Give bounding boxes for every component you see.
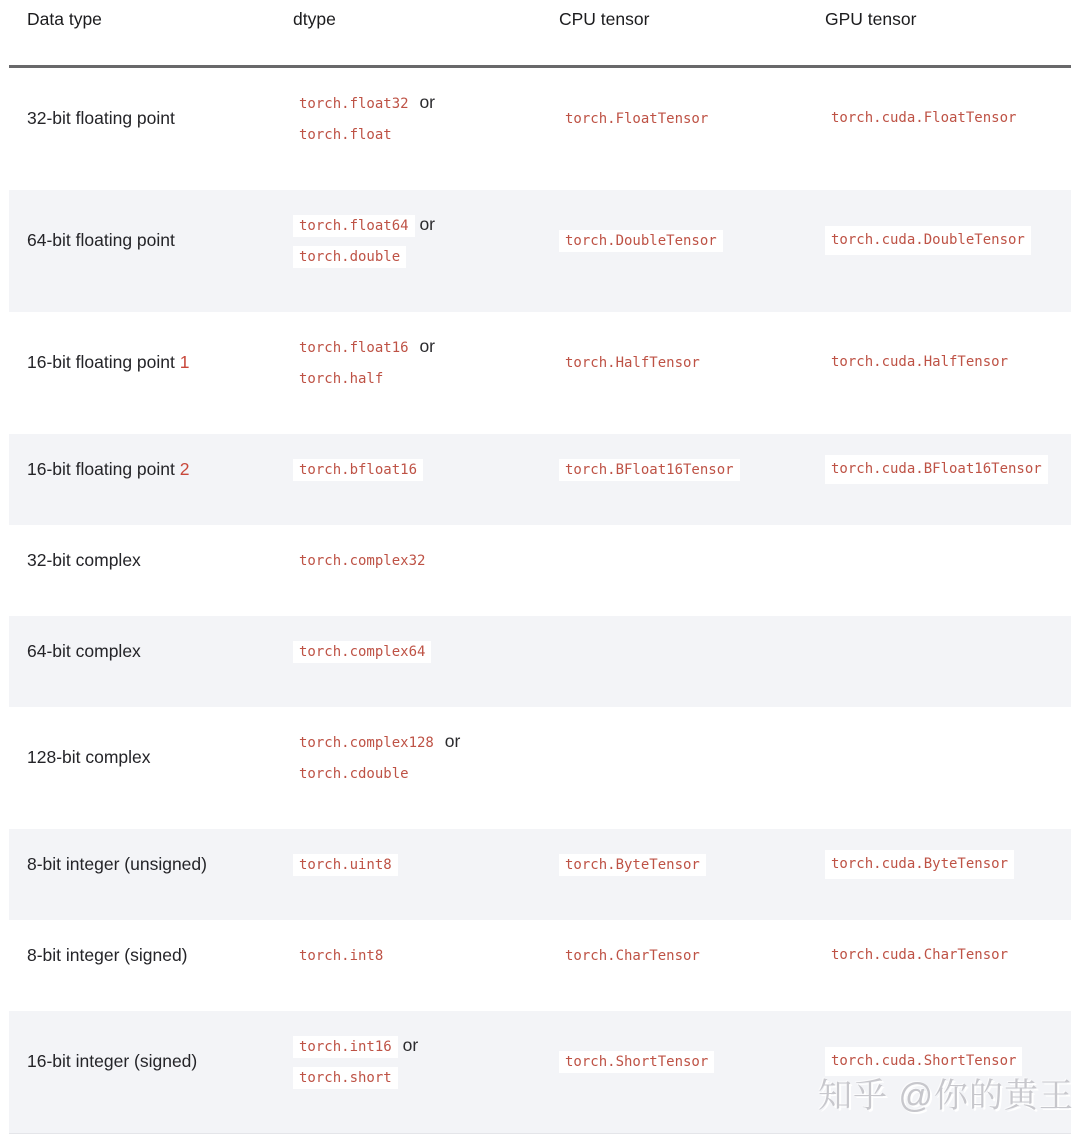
dtype-line xyxy=(293,119,525,150)
cell-dtype xyxy=(275,434,541,525)
code-badge: torch.bfloat16 xyxy=(293,459,423,481)
cell-data-type xyxy=(9,434,275,525)
table-row xyxy=(9,525,1071,616)
code-badge: torch.half xyxy=(293,368,389,390)
table-row xyxy=(9,434,1071,525)
cell-gpu-tensor xyxy=(807,829,1071,920)
cell-dtype xyxy=(275,525,541,616)
cell-data-type xyxy=(9,920,275,1011)
dtype-line xyxy=(293,88,525,119)
dtype-line xyxy=(293,210,525,241)
code-badge: torch.complex128 xyxy=(293,732,440,754)
table-row xyxy=(9,190,1071,312)
data-type-label: 16-bit floating point xyxy=(27,458,175,479)
cell-dtype xyxy=(275,829,541,920)
data-type-label: 8-bit integer (signed) xyxy=(27,944,188,965)
cell-dtype xyxy=(275,707,541,829)
code-badge: torch.float16 xyxy=(293,337,415,359)
cell-cpu-tensor xyxy=(541,616,807,707)
or-label: or xyxy=(414,335,436,356)
table-row xyxy=(9,616,1071,707)
cell-data-type xyxy=(9,1011,275,1134)
code-badge: torch.float xyxy=(293,124,398,146)
dtype-line xyxy=(293,363,525,394)
cell-dtype xyxy=(275,66,541,190)
code-badge: torch.uint8 xyxy=(293,854,398,876)
data-type-label: 16-bit integer (signed) xyxy=(27,1051,198,1071)
cell-dtype xyxy=(275,312,541,434)
code-badge: torch.cuda.CharTensor xyxy=(825,941,1014,970)
cell-cpu-tensor xyxy=(541,920,807,1011)
dtype-line xyxy=(293,1031,525,1062)
table-row xyxy=(9,829,1071,920)
table-row xyxy=(9,66,1071,190)
cell-cpu-tensor xyxy=(541,829,807,920)
dtype-line xyxy=(293,1062,525,1093)
data-type-label: 128-bit complex xyxy=(27,747,151,767)
table-row xyxy=(9,707,1071,829)
code-badge: torch.float64 xyxy=(293,215,415,237)
dtype-line xyxy=(293,758,525,789)
code-badge: torch.FloatTensor xyxy=(559,108,714,130)
code-badge: torch.cuda.ByteTensor xyxy=(825,850,1014,879)
column-header-cpu-tensor: CPU tensor xyxy=(541,0,807,66)
cell-dtype xyxy=(275,616,541,707)
cell-gpu-tensor xyxy=(807,525,1071,616)
cell-data-type xyxy=(9,829,275,920)
cell-data-type xyxy=(9,525,275,616)
or-label: or xyxy=(414,91,436,112)
cell-gpu-tensor xyxy=(807,66,1071,190)
code-badge: torch.cuda.ShortTensor xyxy=(825,1047,1022,1076)
table-row xyxy=(9,1011,1071,1134)
cell-data-type xyxy=(9,707,275,829)
header-row xyxy=(9,0,1071,66)
dtype-line xyxy=(293,636,525,667)
cell-cpu-tensor xyxy=(541,434,807,525)
code-badge: torch.double xyxy=(293,246,406,268)
dtype-line xyxy=(293,940,525,971)
or-label: or xyxy=(414,213,436,234)
cell-gpu-tensor xyxy=(807,190,1071,312)
cell-gpu-tensor xyxy=(807,434,1071,525)
column-header-data-type: Data type xyxy=(9,0,275,66)
code-badge: torch.complex64 xyxy=(293,641,431,663)
cell-cpu-tensor xyxy=(541,525,807,616)
code-badge: torch.float32 xyxy=(293,93,415,115)
cell-cpu-tensor xyxy=(541,707,807,829)
cell-cpu-tensor xyxy=(541,312,807,434)
code-badge: torch.cuda.DoubleTensor xyxy=(825,226,1031,255)
code-badge: torch.CharTensor xyxy=(559,945,706,967)
or-label: or xyxy=(397,1034,419,1055)
cell-gpu-tensor xyxy=(807,616,1071,707)
data-type-label: 64-bit floating point xyxy=(27,230,175,250)
dtype-line xyxy=(293,849,525,880)
data-type-label: 16-bit floating point xyxy=(27,352,175,372)
cell-data-type xyxy=(9,312,275,434)
code-badge: torch.int16 xyxy=(293,1036,398,1058)
data-type-label: 32-bit complex xyxy=(27,549,141,570)
cell-data-type xyxy=(9,190,275,312)
dtype-line xyxy=(293,545,525,576)
cell-gpu-tensor xyxy=(807,1011,1071,1134)
table-row xyxy=(9,312,1071,434)
data-type-label: 64-bit complex xyxy=(27,640,141,661)
footnote-link[interactable]: 1 xyxy=(179,352,190,372)
code-badge: torch.complex32 xyxy=(293,550,431,572)
code-badge: torch.short xyxy=(293,1067,398,1089)
code-badge: torch.cdouble xyxy=(293,763,415,785)
cell-gpu-tensor xyxy=(807,312,1071,434)
code-badge: torch.BFloat16Tensor xyxy=(559,459,740,481)
column-header-dtype: dtype xyxy=(275,0,541,66)
dtype-table xyxy=(9,0,1071,1134)
cell-gpu-tensor xyxy=(807,920,1071,1011)
data-type-label: 32-bit floating point xyxy=(27,108,175,128)
code-badge: torch.DoubleTensor xyxy=(559,230,723,252)
code-badge: torch.int8 xyxy=(293,945,389,967)
dtype-line xyxy=(293,454,525,485)
cell-data-type xyxy=(9,616,275,707)
or-label: or xyxy=(439,730,461,751)
dtype-line xyxy=(293,727,525,758)
cell-cpu-tensor xyxy=(541,1011,807,1134)
cell-dtype xyxy=(275,920,541,1011)
code-badge: torch.HalfTensor xyxy=(559,352,706,374)
cell-cpu-tensor xyxy=(541,66,807,190)
cell-data-type xyxy=(9,66,275,190)
dtype-line xyxy=(293,241,525,272)
table-body xyxy=(9,66,1071,1133)
code-badge: torch.cuda.FloatTensor xyxy=(825,104,1022,133)
zhihu-watermark: 知乎 @你的黄王 xyxy=(818,1077,1074,1115)
cell-cpu-tensor xyxy=(541,190,807,312)
cell-gpu-tensor xyxy=(807,707,1071,829)
dtype-line xyxy=(293,332,525,363)
code-badge: torch.cuda.HalfTensor xyxy=(825,348,1014,377)
cell-dtype xyxy=(275,190,541,312)
code-badge: torch.ByteTensor xyxy=(559,854,706,876)
column-header-gpu-tensor: GPU tensor xyxy=(807,0,1071,66)
data-type-label: 8-bit integer (unsigned) xyxy=(27,853,207,874)
code-badge: torch.cuda.BFloat16Tensor xyxy=(825,455,1048,484)
footnote-link[interactable]: 2 xyxy=(179,458,190,479)
cell-dtype xyxy=(275,1011,541,1134)
code-badge: torch.ShortTensor xyxy=(559,1051,714,1073)
table-row xyxy=(9,920,1071,1011)
